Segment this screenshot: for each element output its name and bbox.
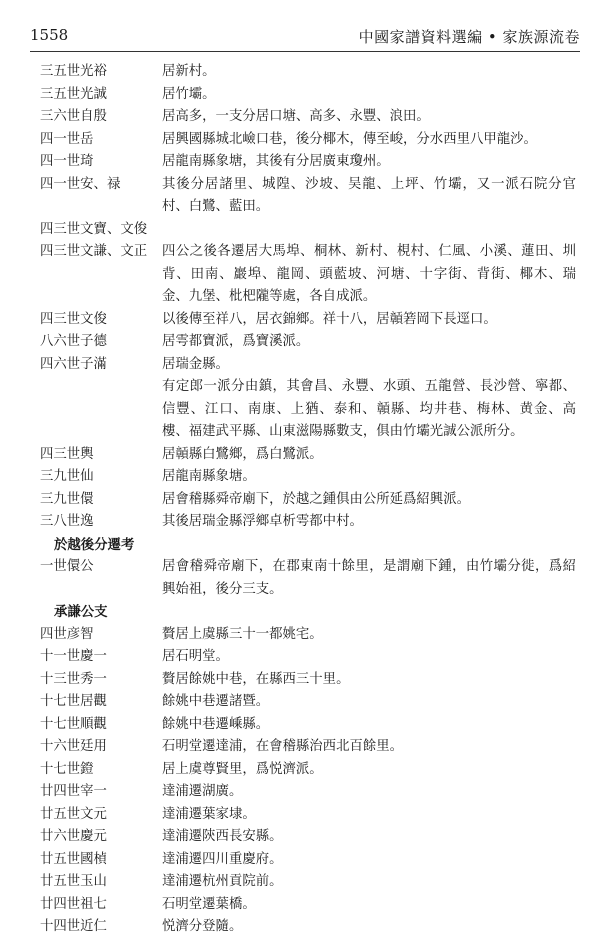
entry-text: 悦濟分登隨。: [162, 919, 243, 934]
genealogy-entry: [40, 241, 576, 309]
genealogy-entry: [40, 129, 576, 152]
entry-text: 餘姚中巷遷諸暨。: [162, 694, 270, 709]
entry-name: 廿五世玉山: [40, 874, 107, 889]
genealogy-entry: [40, 624, 576, 647]
entry-text: 有定郎一派分由鎮，其會昌、永豐、水頭、五龍營、長沙營、寧都、信豐、江口、南康、上猶、泰和、贑縣、均井巷、梅林、黄金、高樓、福建武平縣、山東滋陽縣數支，俱由竹壩光誠公派所分。: [162, 379, 576, 439]
entry-name: 十七世順觀: [40, 716, 107, 732]
entry-name: 廿五世文元: [40, 806, 107, 822]
genealogy-entry: [40, 669, 576, 692]
entry-text: 石明堂遷達浦，在會稽縣治西北百餘里。: [162, 739, 404, 754]
entry-text: 居瑞金縣。: [162, 356, 229, 372]
entry-name: 四三世文謙、文正: [40, 244, 148, 259]
entry-text: 居龍南縣象塘，其後有分居廣東瓊州。: [162, 154, 390, 169]
genealogy-entry: [40, 804, 576, 827]
entry-text: 達浦遷葉家埭。: [162, 806, 256, 822]
entry-text: 居贑縣白鷺鄉，爲白鷺派。: [162, 446, 323, 462]
entry-text: 居石明堂。: [162, 649, 229, 664]
entry-text: 贅居餘姚中巷，在縣西三十里。: [162, 671, 350, 687]
entry-name: 三五世光誠: [40, 86, 107, 102]
entry-name: 廿四世祖七: [40, 896, 107, 912]
entry-text: 達浦遷四川重慶府。: [162, 851, 283, 867]
entry-name: 廿五世國楨: [40, 851, 107, 867]
genealogy-entry: [40, 309, 576, 332]
entry-text: 居會稽舜帝廟下，在郡東南十餘里，是謂廟下鍾，由竹壩分徙，爲紹興始祖，後分三支。: [162, 559, 576, 597]
entry-name: 三八世逸: [40, 514, 94, 529]
section-entries-chengqian: [40, 624, 576, 939]
genealogy-entry: [40, 714, 576, 737]
entry-name: 四三世文俊: [40, 311, 107, 327]
page-number: 1558: [30, 26, 69, 44]
header-rule: [30, 51, 580, 52]
page-header: [30, 26, 580, 52]
genealogy-entry: [40, 871, 576, 894]
entry-name: 十一世慶一: [40, 649, 107, 664]
entry-name: 廿四世宰一: [40, 784, 107, 799]
genealogy-entry: [40, 61, 576, 84]
entry-text: 居會稽縣舜帝廟下，於越之鍾俱由公所延爲紹興派。: [162, 491, 470, 507]
genealogy-entry: [40, 916, 576, 939]
entry-text: 居新村。: [162, 64, 216, 79]
genealogy-entry: [40, 849, 576, 872]
genealogy-entry: [40, 646, 576, 669]
entry-text: 居雩都寶派，爲寶溪派。: [162, 334, 310, 349]
entry-name: 十三世秀一: [40, 671, 107, 687]
entry-text: 達浦遷湖廣。: [162, 784, 243, 799]
entry-name: 廿六世慶元: [40, 829, 107, 844]
entry-name: 一世儇公: [40, 559, 94, 574]
entry-text: 四公之後各遷居大馬埠、桐林、新村、梘村、仁風、小溪、蓮田、圳背、田南、巖埠、龍岡、頭藍坡、河塘、十字街、背街、椰木、瑞金、九堡、枇杷隴等處，各自成派。: [162, 244, 576, 304]
entry-text: 達浦遷陝西長安縣。: [162, 829, 283, 844]
entry-text: 居高多，一支分居口塘、高多、永豐、浪田。: [162, 109, 430, 124]
entry-name: 三九世仙: [40, 469, 94, 484]
entry-text: 其後居瑞金縣浮鄉卓析雩都中村。: [162, 514, 363, 529]
entry-name: 四三世文寶、文俊: [40, 221, 148, 237]
entry-name: 四一世琦: [40, 154, 94, 169]
entry-name: 四一世岳: [40, 131, 94, 147]
entry-text: [162, 219, 576, 242]
entry-text: 居竹壩。: [162, 86, 216, 102]
genealogy-entry: [40, 354, 576, 377]
genealogy-entry: [40, 174, 576, 219]
entry-name: 十四世近仁: [40, 919, 107, 934]
genealogy-entry: [40, 376, 576, 444]
entry-name: 八六世子德: [40, 334, 107, 349]
genealogy-entry: [40, 219, 576, 242]
entry-name: 十六世廷用: [40, 739, 107, 754]
genealogy-entry: [40, 444, 576, 467]
entry-name: 三九世儇: [40, 491, 94, 507]
genealogy-entry: [40, 331, 576, 354]
genealogy-entry: [40, 691, 576, 714]
entry-text: 居興國縣城北嶮口巷，後分椰木，傳至峻，分水西里八甲龍沙。: [162, 131, 537, 147]
entry-text: 居龍南縣象塘。: [162, 469, 256, 484]
genealogy-entry: [40, 736, 576, 759]
genealogy-entry: [40, 894, 576, 917]
section-entries-yuyue: [40, 556, 576, 601]
entry-text: 贅居上虞縣三十一都姚宅。: [162, 626, 323, 642]
entry-name: 四三世輿: [40, 446, 94, 462]
entries-part-1: [40, 61, 576, 534]
genealogy-entry: [40, 489, 576, 512]
genealogy-entry: [40, 556, 576, 601]
section-heading-chengqian: 承謙公支: [54, 604, 108, 620]
entry-name: 十七世居觀: [40, 694, 107, 709]
genealogy-entry: [40, 826, 576, 849]
entry-text: 其後分居諸里、城隍、沙坡、吴龍、上坪、竹壩，又一派石院分官村、白鷺、藍田。: [162, 176, 576, 214]
entry-text: 餘姚中巷遷嵊縣。: [162, 716, 270, 732]
section-heading-yuyue: 於越後分遷考: [54, 536, 135, 553]
running-head: 中國家譜資料選編 • 家族源流卷: [358, 28, 580, 46]
entry-name: 四世彦智: [40, 626, 94, 642]
genealogy-entry: [40, 151, 576, 174]
entry-name: 十七世鐙: [40, 761, 94, 777]
entry-name: 三六世自殷: [40, 109, 107, 124]
genealogy-entries: [40, 61, 576, 939]
entry-name: 四六世子滿: [40, 356, 107, 372]
genealogy-entry: [40, 511, 576, 534]
entry-text: 石明堂遷葉橋。: [162, 896, 256, 912]
entry-name: 三五世光裕: [40, 64, 107, 79]
entry-text: 居上虞尊賢里，爲悦濟派。: [162, 761, 323, 777]
entry-text: 達浦遷杭州貢院前。: [162, 874, 283, 889]
genealogy-entry: [40, 466, 576, 489]
entry-text: 以後傳至祥八，居衣錦鄉。祥十八，居贑箬岡下長逕口。: [162, 311, 497, 327]
genealogy-entry: [40, 106, 576, 129]
entry-name: 四一世安、禄: [40, 176, 121, 192]
genealogy-entry: [40, 781, 576, 804]
genealogy-entry: [40, 759, 576, 782]
genealogy-entry: [40, 84, 576, 107]
